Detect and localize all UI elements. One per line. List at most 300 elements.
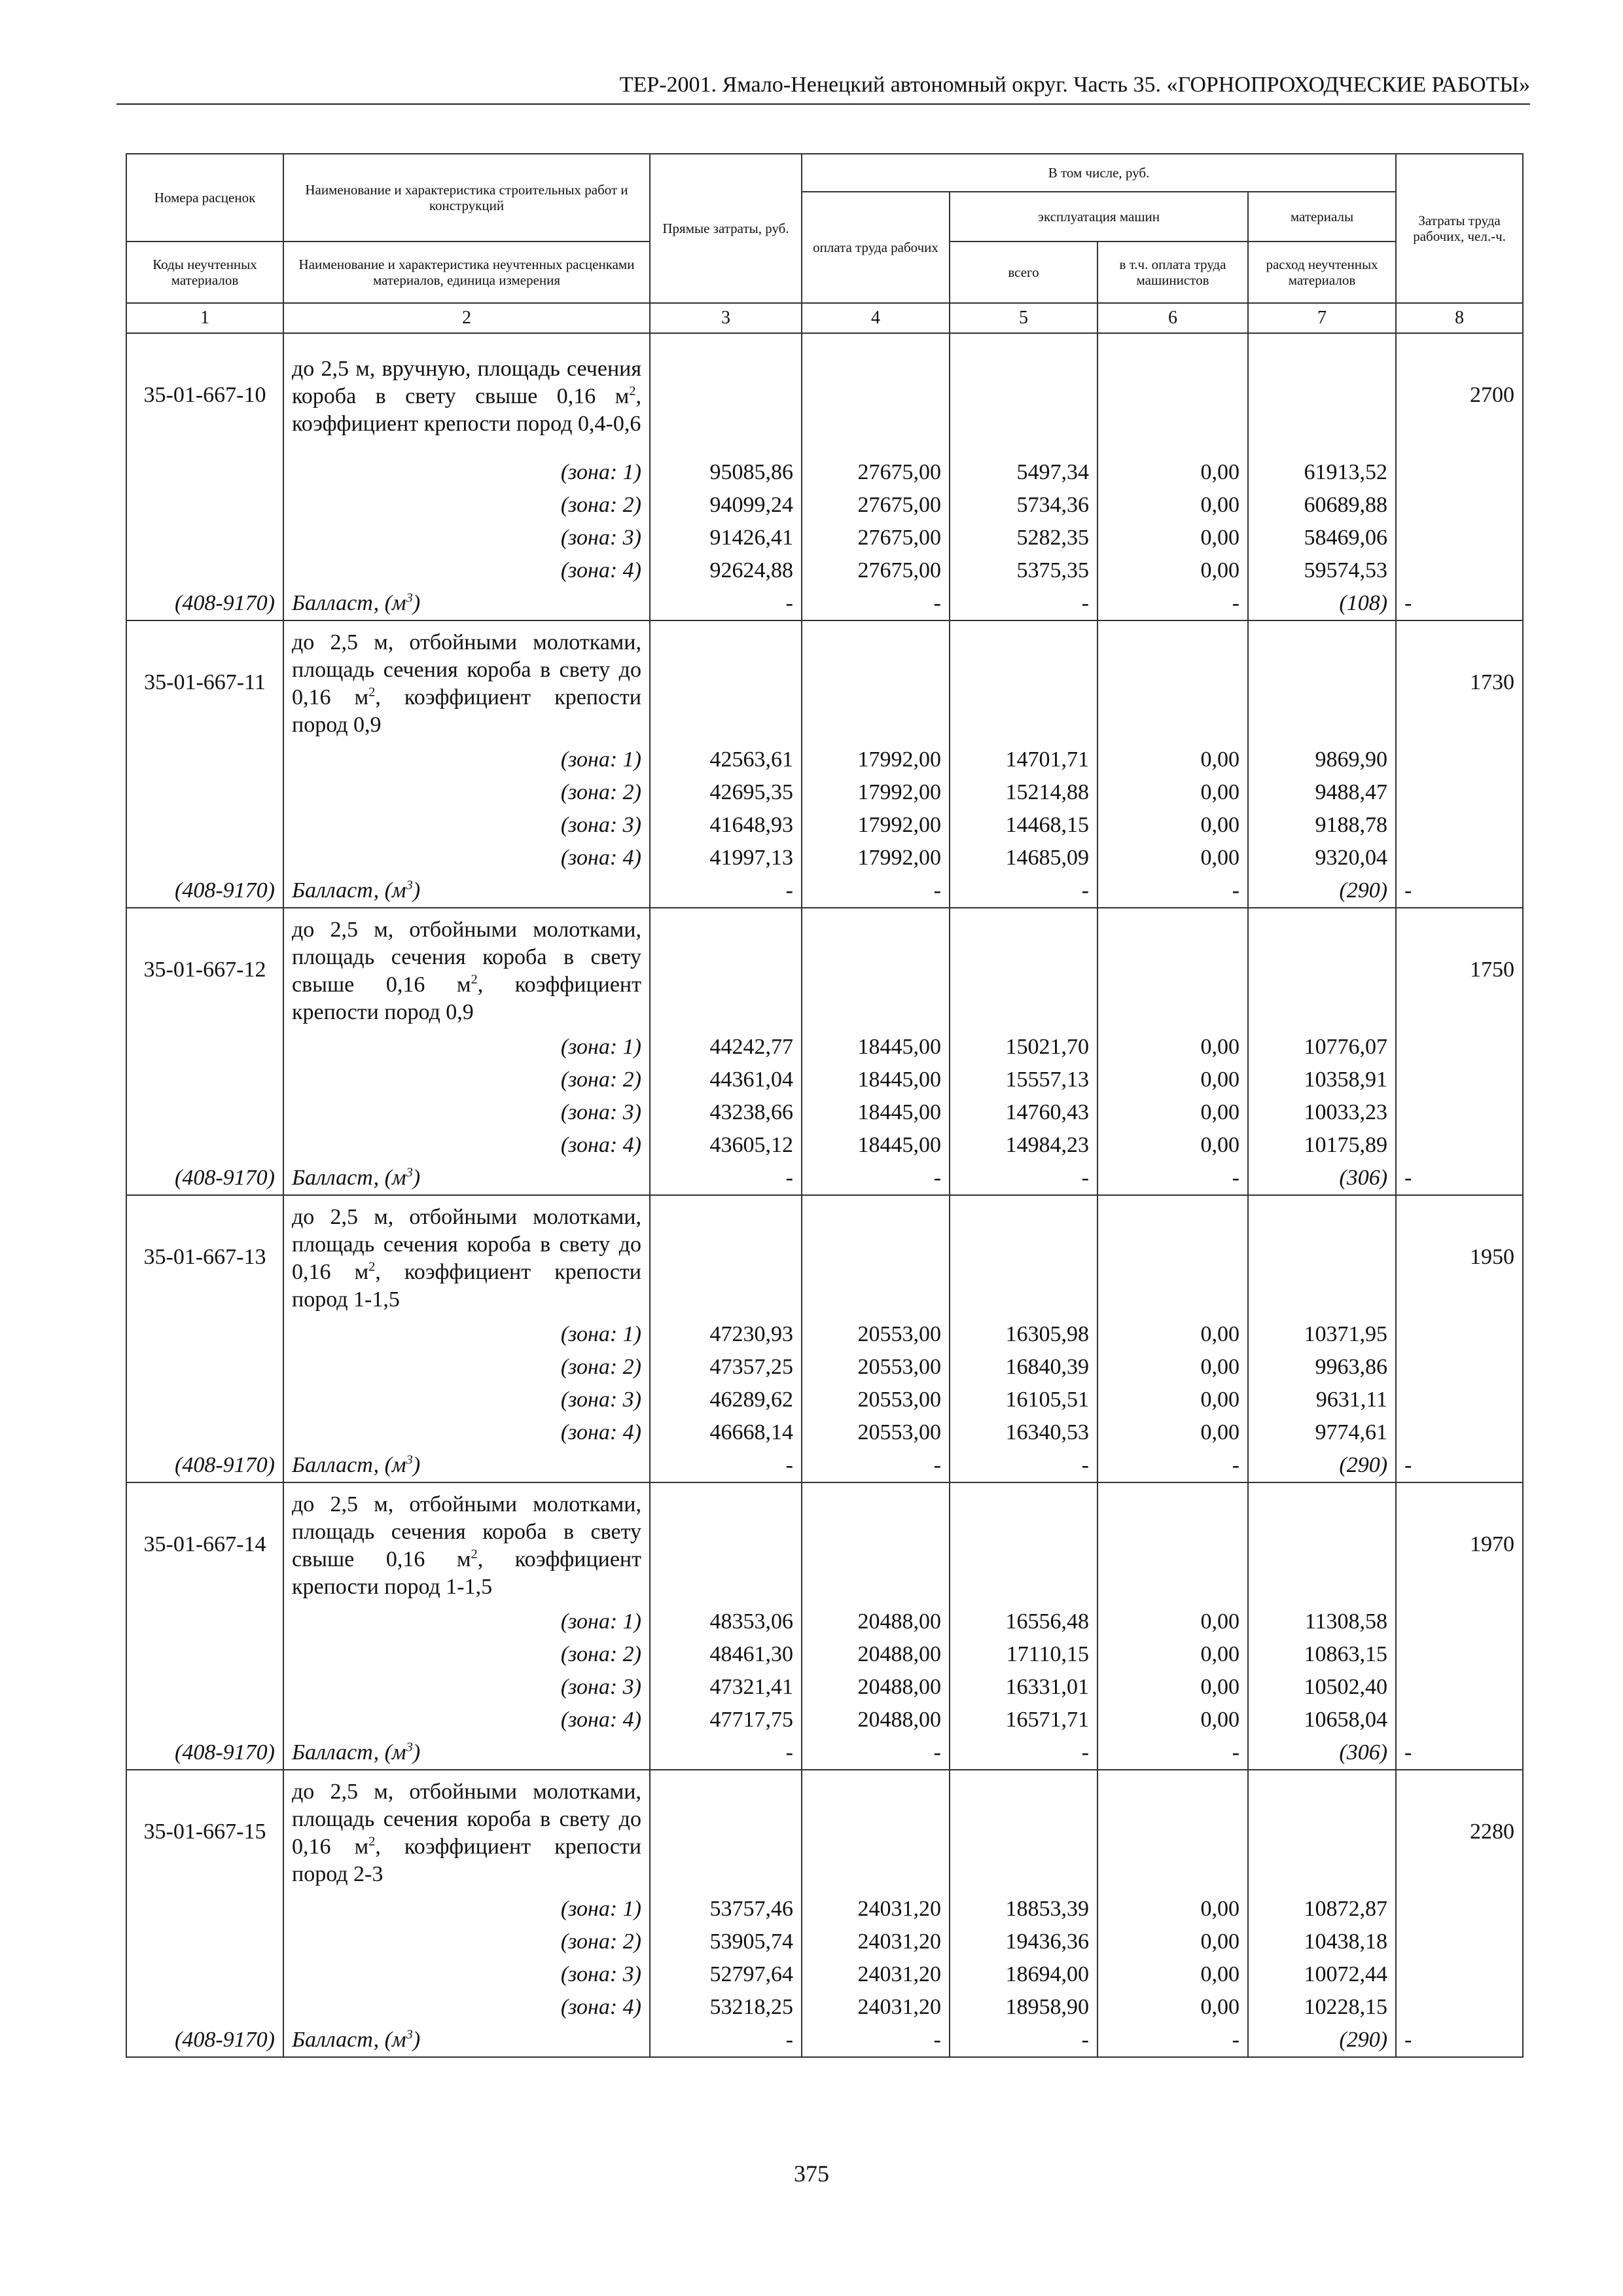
materials-cost: 9320,04 — [1248, 842, 1396, 874]
material-name-text: Балласт, (м — [292, 1740, 406, 1765]
labor-cost: 1970 — [1396, 1482, 1523, 1605]
machines-cost: 16556,48 — [950, 1605, 1097, 1638]
description-text: , коэффициент крепости пород 0,9 — [292, 685, 641, 737]
material-name-text: Балласт, (м — [292, 2028, 406, 2052]
direct-cost: 53905,74 — [650, 1926, 802, 1958]
superscript: 2 — [368, 1259, 376, 1274]
wages-cost: 20488,00 — [802, 1704, 950, 1736]
materials-cost: 10502,40 — [1248, 1671, 1396, 1704]
material-name — [283, 2024, 650, 2057]
material-quantity: (108) — [1248, 587, 1396, 620]
operators-cost: 0,00 — [1097, 1129, 1248, 1162]
material-code: (408-9170) — [126, 1449, 283, 1482]
rate-entry — [126, 908, 1523, 1195]
material-name — [283, 874, 650, 908]
zone-label: (зона: 4) — [283, 1129, 650, 1162]
wages-cost: 24031,20 — [802, 1958, 950, 1991]
operators-cost: 0,00 — [1097, 1318, 1248, 1351]
materials-cost: 10438,18 — [1248, 1926, 1396, 1958]
wages-cost: 27675,00 — [802, 489, 950, 522]
machines-cost: 17110,15 — [950, 1638, 1097, 1671]
ballast-row — [126, 1736, 1523, 1770]
dash: - — [1097, 1449, 1248, 1482]
dash: - — [802, 1449, 950, 1482]
materials-cost: 60689,88 — [1248, 489, 1396, 522]
zone-label: (зона: 3) — [283, 1384, 650, 1416]
direct-cost: 53218,25 — [650, 1991, 802, 2024]
operators-cost: 0,00 — [1097, 1064, 1248, 1096]
zone-row — [126, 809, 1523, 842]
zone-row — [126, 1096, 1523, 1129]
direct-cost: 94099,24 — [650, 489, 802, 522]
zone-row — [126, 1416, 1523, 1449]
material-code: (408-9170) — [126, 1736, 283, 1770]
description-text: до 2,5 м, отбойными молотками, площадь сечения короба в свету свыше 0,16 м — [292, 1492, 641, 1571]
wages-cost: 18445,00 — [802, 1129, 950, 1162]
material-name-text: ) — [412, 1740, 421, 1765]
labor-cost: 1730 — [1396, 620, 1523, 744]
materials-cost: 10175,89 — [1248, 1129, 1396, 1162]
description-text: до 2,5 м, отбойными молотками, площадь сечения короба в свету до 0,16 м — [292, 630, 641, 709]
machines-cost: 14701,71 — [950, 744, 1097, 776]
zone-label: (зона: 1) — [283, 1893, 650, 1926]
table-header — [126, 154, 1523, 333]
operators-cost: 0,00 — [1097, 1991, 1248, 2024]
machines-cost: 16105,51 — [950, 1384, 1097, 1416]
material-name — [283, 1736, 650, 1770]
operators-cost: 0,00 — [1097, 1096, 1248, 1129]
wages-cost: 18445,00 — [802, 1064, 950, 1096]
zone-label: (зона: 3) — [283, 1671, 650, 1704]
zone-row — [126, 522, 1523, 554]
work-description — [283, 1770, 650, 1893]
including-header: В том числе, руб. — [802, 154, 1396, 192]
superscript: 2 — [471, 972, 478, 987]
wages-cost: 17992,00 — [802, 842, 950, 874]
col1-top-header: Номера расценок — [126, 154, 283, 242]
materials-cost: 10776,07 — [1248, 1031, 1396, 1064]
zone-row — [126, 1064, 1523, 1096]
machines-group-header: эксплуатация машин — [950, 192, 1248, 242]
materials-cost: 11308,58 — [1248, 1605, 1396, 1638]
machines-total-header: всего — [950, 242, 1097, 303]
dash: - — [1396, 1449, 1523, 1482]
wages-cost: 20553,00 — [802, 1416, 950, 1449]
rate-code: 35-01-667-15 — [126, 1770, 283, 1893]
zone-row — [126, 842, 1523, 874]
description-text: до 2,5 м, отбойными молотками, площадь сечения короба в свету до 0,16 м — [292, 1779, 641, 1859]
zone-row — [126, 1351, 1523, 1384]
material-name-text: ) — [412, 1453, 421, 1477]
column-number: 6 — [1097, 303, 1248, 333]
wages-cost: 24031,20 — [802, 1926, 950, 1958]
material-name-text: Балласт, (м — [292, 1166, 406, 1190]
entry-title-row — [126, 333, 1523, 456]
work-description — [283, 908, 650, 1031]
materials-cost: 9188,78 — [1248, 809, 1396, 842]
material-quantity: (290) — [1248, 1449, 1396, 1482]
ballast-row — [126, 587, 1523, 620]
running-header: ТЕР-2001. Ямало-Ненецкий автономный округ. Часть 35. «ГОРНОПРОХОДЧЕСКИЕ РАБОТЫ» — [116, 71, 1530, 105]
superscript: 3 — [406, 2027, 413, 2042]
column-number: 1 — [126, 303, 283, 333]
operators-cost: 0,00 — [1097, 456, 1248, 489]
dash: - — [650, 1162, 802, 1195]
direct-cost: 46289,62 — [650, 1384, 802, 1416]
rate-code: 35-01-667-11 — [126, 620, 283, 744]
direct-cost: 42563,61 — [650, 744, 802, 776]
materials-cost: 10228,15 — [1248, 1991, 1396, 2024]
materials-cost: 10872,87 — [1248, 1893, 1396, 1926]
direct-cost: 43605,12 — [650, 1129, 802, 1162]
entry-title-row — [126, 620, 1523, 744]
machines-cost: 15021,70 — [950, 1031, 1097, 1064]
materials-cost: 10371,95 — [1248, 1318, 1396, 1351]
column-number: 8 — [1396, 303, 1523, 333]
dash: - — [650, 2024, 802, 2057]
direct-cost: 53757,46 — [650, 1893, 802, 1926]
zone-label: (зона: 2) — [283, 776, 650, 809]
machines-cost: 16305,98 — [950, 1318, 1097, 1351]
dash: - — [1396, 587, 1523, 620]
col2-top-header: Наименование и характеристика строительных работ и конструкций — [283, 154, 650, 242]
col1-bottom-header: Коды неучтенных материалов — [126, 242, 283, 303]
zone-label: (зона: 2) — [283, 1064, 650, 1096]
superscript: 3 — [406, 1165, 413, 1180]
direct-cost: 47321,41 — [650, 1671, 802, 1704]
superscript: 2 — [471, 1547, 478, 1562]
zone-row — [126, 1704, 1523, 1736]
work-description — [283, 1195, 650, 1318]
material-name-text: ) — [412, 591, 421, 615]
operators-cost: 0,00 — [1097, 1926, 1248, 1958]
material-code: (408-9170) — [126, 1162, 283, 1195]
dash: - — [650, 1736, 802, 1770]
zone-label: (зона: 3) — [283, 522, 650, 554]
wages-cost: 17992,00 — [802, 776, 950, 809]
operators-cost: 0,00 — [1097, 1351, 1248, 1384]
zone-row — [126, 554, 1523, 587]
labor-cost: 1750 — [1396, 908, 1523, 1031]
zone-label: (зона: 1) — [283, 456, 650, 489]
machines-cost: 18694,00 — [950, 1958, 1097, 1991]
material-quantity: (290) — [1248, 874, 1396, 908]
operators-wages-header: в т.ч. оплата труда машинистов — [1097, 242, 1248, 303]
dash: - — [1396, 1736, 1523, 1770]
operators-cost: 0,00 — [1097, 809, 1248, 842]
wages-cost: 20553,00 — [802, 1384, 950, 1416]
material-code: (408-9170) — [126, 2024, 283, 2057]
zone-row — [126, 1129, 1523, 1162]
dash: - — [1097, 1736, 1248, 1770]
operators-cost: 0,00 — [1097, 1958, 1248, 1991]
superscript: 3 — [406, 590, 413, 605]
dash: - — [950, 587, 1097, 620]
ballast-row — [126, 874, 1523, 908]
ballast-row — [126, 1162, 1523, 1195]
material-quantity: (306) — [1248, 1162, 1396, 1195]
machines-cost: 15214,88 — [950, 776, 1097, 809]
direct-cost: 44361,04 — [650, 1064, 802, 1096]
dash: - — [1396, 874, 1523, 908]
superscript: 3 — [406, 878, 413, 893]
machines-cost: 5497,34 — [950, 456, 1097, 489]
operators-cost: 0,00 — [1097, 842, 1248, 874]
entry-title-row — [126, 908, 1523, 1031]
wages-header: оплата труда рабочих — [802, 192, 950, 303]
zone-row — [126, 1893, 1523, 1926]
page-number: 375 — [794, 2161, 829, 2187]
materials-cost: 10072,44 — [1248, 1958, 1396, 1991]
zone-label: (зона: 3) — [283, 809, 650, 842]
materials-group-header: материалы — [1248, 192, 1396, 242]
material-name — [283, 587, 650, 620]
machines-cost: 5734,36 — [950, 489, 1097, 522]
materials-cost: 10863,15 — [1248, 1638, 1396, 1671]
wages-cost: 20553,00 — [802, 1351, 950, 1384]
dash: - — [1097, 874, 1248, 908]
column-number: 4 — [802, 303, 950, 333]
dash: - — [950, 874, 1097, 908]
operators-cost: 0,00 — [1097, 522, 1248, 554]
column-number: 3 — [650, 303, 802, 333]
zone-label: (зона: 1) — [283, 1318, 650, 1351]
dash: - — [650, 587, 802, 620]
materials-cost: 9869,90 — [1248, 744, 1396, 776]
zone-label: (зона: 4) — [283, 1416, 650, 1449]
zone-label: (зона: 3) — [283, 1958, 650, 1991]
zone-label: (зона: 4) — [283, 1704, 650, 1736]
dash: - — [950, 1736, 1097, 1770]
material-name-text: ) — [412, 1166, 421, 1190]
machines-cost: 14685,09 — [950, 842, 1097, 874]
materials-cost: 58469,06 — [1248, 522, 1396, 554]
description-text: до 2,5 м, вручную, площадь сечения короба в свету свыше 0,16 м — [292, 356, 641, 408]
material-name-text: Балласт, (м — [292, 591, 406, 615]
labor-cost: 2280 — [1396, 1770, 1523, 1893]
work-description — [283, 620, 650, 744]
rate-entry — [126, 1770, 1523, 2057]
direct-cost: 46668,14 — [650, 1416, 802, 1449]
rate-code: 35-01-667-12 — [126, 908, 283, 1031]
machines-cost: 19436,36 — [950, 1926, 1097, 1958]
description-text: до 2,5 м, отбойными молотками, площадь сечения короба в свету свыше 0,16 м — [292, 917, 641, 997]
wages-cost: 20553,00 — [802, 1318, 950, 1351]
dash: - — [650, 874, 802, 908]
material-quantity: (306) — [1248, 1736, 1396, 1770]
wages-cost: 17992,00 — [802, 809, 950, 842]
direct-cost: 52797,64 — [650, 1958, 802, 1991]
zone-label: (зона: 2) — [283, 489, 650, 522]
materials-cost: 10658,04 — [1248, 1704, 1396, 1736]
direct-cost: 92624,88 — [650, 554, 802, 587]
machines-cost: 16340,53 — [950, 1416, 1097, 1449]
wages-cost: 24031,20 — [802, 1893, 950, 1926]
operators-cost: 0,00 — [1097, 1638, 1248, 1671]
machines-cost: 15557,13 — [950, 1064, 1097, 1096]
material-name — [283, 1162, 650, 1195]
zone-row — [126, 776, 1523, 809]
direct-costs-header: Прямые затраты, руб. — [650, 154, 802, 303]
wages-cost: 18445,00 — [802, 1031, 950, 1064]
materials-cost: 10358,91 — [1248, 1064, 1396, 1096]
direct-cost: 47230,93 — [650, 1318, 802, 1351]
description-text: , коэффициент крепости пород 0,9 — [292, 972, 641, 1024]
dash: - — [802, 874, 950, 908]
operators-cost: 0,00 — [1097, 1704, 1248, 1736]
dash: - — [802, 1736, 950, 1770]
dash: - — [802, 1162, 950, 1195]
direct-cost: 42695,35 — [650, 776, 802, 809]
direct-cost: 91426,41 — [650, 522, 802, 554]
wages-cost: 27675,00 — [802, 554, 950, 587]
operators-cost: 0,00 — [1097, 1605, 1248, 1638]
dash: - — [950, 2024, 1097, 2057]
direct-cost: 47717,75 — [650, 1704, 802, 1736]
operators-cost: 0,00 — [1097, 1416, 1248, 1449]
ballast-row — [126, 2024, 1523, 2057]
superscript: 2 — [629, 384, 636, 399]
operators-cost: 0,00 — [1097, 489, 1248, 522]
work-description — [283, 333, 650, 456]
dash: - — [1097, 1162, 1248, 1195]
dash: - — [950, 1449, 1097, 1482]
wages-cost: 20488,00 — [802, 1671, 950, 1704]
zone-row — [126, 1318, 1523, 1351]
machines-cost: 18958,90 — [950, 1991, 1097, 2024]
zone-label: (зона: 4) — [283, 554, 650, 587]
wages-cost: 20488,00 — [802, 1638, 950, 1671]
operators-cost: 0,00 — [1097, 744, 1248, 776]
zone-label: (зона: 1) — [283, 1605, 650, 1638]
rate-code: 35-01-667-14 — [126, 1482, 283, 1605]
dash: - — [802, 587, 950, 620]
column-number: 2 — [283, 303, 650, 333]
dash: - — [1396, 2024, 1523, 2057]
direct-cost: 43238,66 — [650, 1096, 802, 1129]
direct-cost: 47357,25 — [650, 1351, 802, 1384]
machines-cost: 14468,15 — [950, 809, 1097, 842]
zone-label: (зона: 1) — [283, 744, 650, 776]
machines-cost: 14984,23 — [950, 1129, 1097, 1162]
wages-cost: 27675,00 — [802, 522, 950, 554]
machines-cost: 16840,39 — [950, 1351, 1097, 1384]
entry-title-row — [126, 1482, 1523, 1605]
direct-cost: 44242,77 — [650, 1031, 802, 1064]
materials-cost: 9774,61 — [1248, 1416, 1396, 1449]
zone-label: (зона: 2) — [283, 1638, 650, 1671]
labor-cost: 1950 — [1396, 1195, 1523, 1318]
machines-cost: 14760,43 — [950, 1096, 1097, 1129]
labor-cost: 2700 — [1396, 333, 1523, 456]
direct-cost: 41997,13 — [650, 842, 802, 874]
zone-label: (зона: 4) — [283, 1991, 650, 2024]
dash: - — [1097, 587, 1248, 620]
zone-row — [126, 1031, 1523, 1064]
zone-label: (зона: 2) — [283, 1926, 650, 1958]
dash: - — [1097, 2024, 1248, 2057]
rate-entry — [126, 333, 1523, 620]
description-text: , коэффициент крепости пород 1-1,5 — [292, 1259, 641, 1312]
material-name-text: Балласт, (м — [292, 1453, 406, 1477]
operators-cost: 0,00 — [1097, 1671, 1248, 1704]
zone-label: (зона: 2) — [283, 1351, 650, 1384]
zone-label: (зона: 4) — [283, 842, 650, 874]
dash: - — [1396, 1162, 1523, 1195]
materials-cost: 61913,52 — [1248, 456, 1396, 489]
wages-cost: 20488,00 — [802, 1605, 950, 1638]
operators-cost: 0,00 — [1097, 1031, 1248, 1064]
superscript: 3 — [406, 1452, 413, 1467]
materials-cost: 59574,53 — [1248, 554, 1396, 587]
wages-cost: 24031,20 — [802, 1991, 950, 2024]
machines-cost: 16571,71 — [950, 1704, 1097, 1736]
material-name-text: Балласт, (м — [292, 878, 406, 903]
zone-row — [126, 1605, 1523, 1638]
entry-title-row — [126, 1195, 1523, 1318]
material-code: (408-9170) — [126, 874, 283, 908]
labor-costs-header: Затраты труда рабочих, чел.-ч. — [1396, 154, 1523, 303]
materials-cost: 9963,86 — [1248, 1351, 1396, 1384]
machines-cost: 18853,39 — [950, 1893, 1097, 1926]
zone-row — [126, 1991, 1523, 2024]
zone-label: (зона: 1) — [283, 1031, 650, 1064]
column-number: 5 — [950, 303, 1097, 333]
zone-row — [126, 1958, 1523, 1991]
dash: - — [802, 2024, 950, 2057]
direct-cost: 41648,93 — [650, 809, 802, 842]
wages-cost: 27675,00 — [802, 456, 950, 489]
direct-cost: 95085,86 — [650, 456, 802, 489]
zone-label: (зона: 3) — [283, 1096, 650, 1129]
rate-entry — [126, 1195, 1523, 1482]
materials-cost: 9488,47 — [1248, 776, 1396, 809]
operators-cost: 0,00 — [1097, 1384, 1248, 1416]
rates-table — [126, 153, 1524, 2058]
material-name — [283, 1449, 650, 1482]
operators-cost: 0,00 — [1097, 1893, 1248, 1926]
wages-cost: 17992,00 — [802, 744, 950, 776]
dash: - — [650, 1449, 802, 1482]
machines-cost: 16331,01 — [950, 1671, 1097, 1704]
materials-cost: 10033,23 — [1248, 1096, 1396, 1129]
superscript: 2 — [368, 1834, 376, 1849]
zone-row — [126, 1384, 1523, 1416]
unaccounted-materials-header: расход неучтенных материалов — [1248, 242, 1396, 303]
description-text: , коэффициент крепости пород 0,4-0,6 — [292, 384, 641, 436]
direct-cost: 48461,30 — [650, 1638, 802, 1671]
rate-code: 35-01-667-13 — [126, 1195, 283, 1318]
operators-cost: 0,00 — [1097, 554, 1248, 587]
machines-cost: 5282,35 — [950, 522, 1097, 554]
superscript: 2 — [368, 685, 376, 700]
zone-row — [126, 1926, 1523, 1958]
ballast-row — [126, 1449, 1523, 1482]
rate-code: 35-01-667-10 — [126, 333, 283, 456]
entry-title-row — [126, 1770, 1523, 1893]
wages-cost: 18445,00 — [802, 1096, 950, 1129]
material-code: (408-9170) — [126, 587, 283, 620]
description-text: , коэффициент крепости пород 2-3 — [292, 1834, 641, 1886]
zone-row — [126, 489, 1523, 522]
materials-cost: 9631,11 — [1248, 1384, 1396, 1416]
zone-row — [126, 1638, 1523, 1671]
zone-row — [126, 456, 1523, 489]
description-text: до 2,5 м, отбойными молотками, площадь сечения короба в свету до 0,16 м — [292, 1204, 641, 1284]
superscript: 3 — [406, 1740, 413, 1755]
description-text: , коэффициент крепости пород 1-1,5 — [292, 1547, 641, 1599]
dash: - — [950, 1162, 1097, 1195]
